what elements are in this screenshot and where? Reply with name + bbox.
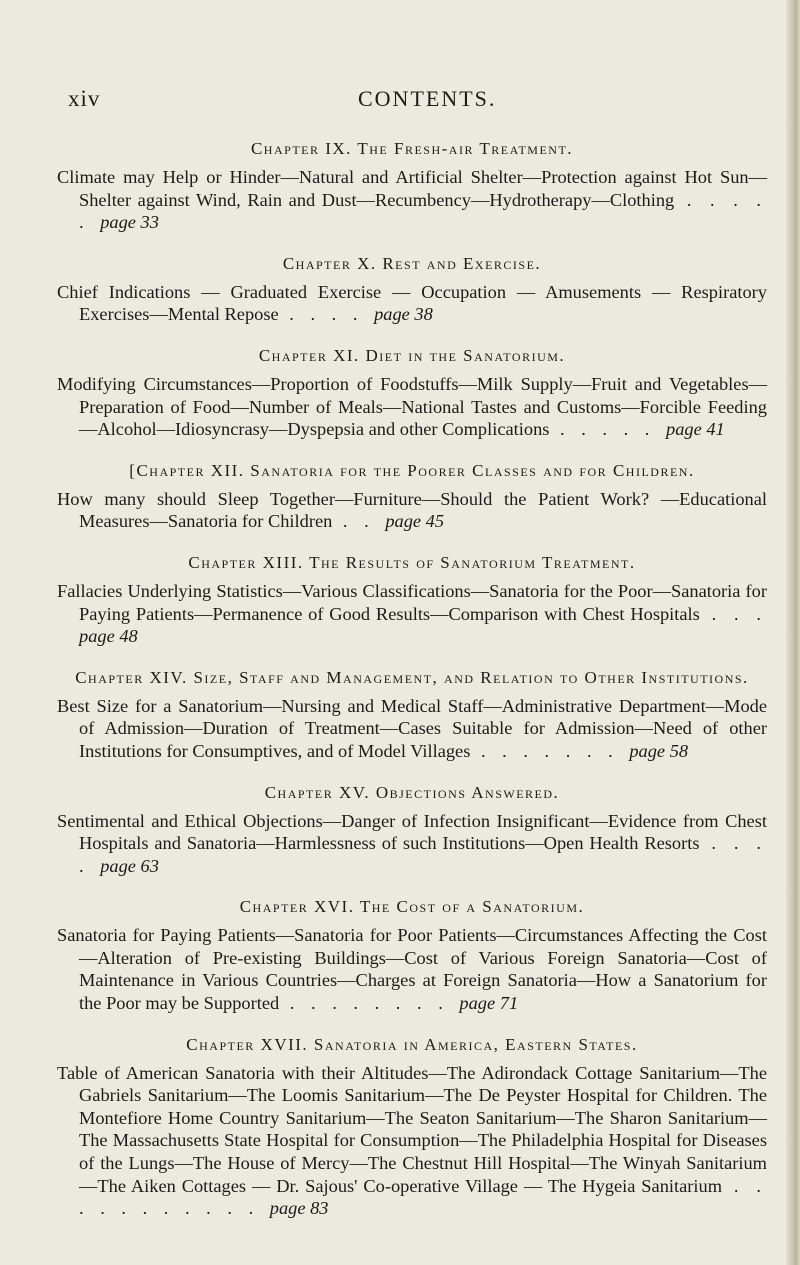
summary-text: Fallacies Underlying Statistics—Various Classifications—Sanatoria for the Poor—Sanatoria for Paying Patients—Permanence of Good Results—Comparison with Chest Hospitals bbox=[57, 580, 767, 624]
summary-text: Climate may Help or Hinder—Natural and Artificial Shelter—Protection against Hot Sun—Shelter against Wind, Rain and Dust—Recumbency—Hydrotherapy—Clothing bbox=[57, 167, 767, 210]
summary-text: Modifying Circumstances—Proportion of Foodstuffs—Milk Supply—Fruit and Vegetables—Preparation of Food—Number of Meals—National Tastes and Customs—Forcible Feeding—Alcohol—Idiosyncrasy—Dyspepsia and other Complications bbox=[57, 373, 767, 440]
chapter-summary bbox=[57, 1062, 767, 1220]
dot-leader: . . bbox=[332, 511, 386, 532]
page-folio: xiv bbox=[68, 86, 101, 111]
page-edge-shadow bbox=[786, 0, 800, 1265]
dot-leader: . . . . bbox=[79, 833, 767, 876]
summary-text: How many should Sleep Together—Furniture—Should the Patient Work? —Educational Measures—Sanatoria for Children bbox=[57, 488, 767, 532]
chapter-summary bbox=[57, 281, 767, 326]
chapter-summary bbox=[57, 373, 767, 441]
page-reference: page 41 bbox=[666, 419, 725, 440]
chapter-summary bbox=[57, 695, 767, 763]
chapter-entry bbox=[57, 782, 767, 878]
chapter-entry bbox=[57, 667, 767, 763]
chapter-entry bbox=[57, 460, 767, 533]
summary-text: Chief Indications — Graduated Exercise — Occupation — Amusements — Respiratory Exercises—Mental Repose bbox=[57, 281, 767, 325]
chapter-heading: [Chapter XII. Sanatoria for the Poorer Classes and for Children. bbox=[129, 460, 695, 480]
chapter-summary bbox=[57, 810, 767, 878]
dot-leader: . . . . . bbox=[79, 189, 768, 233]
page-reference: page 33 bbox=[100, 212, 159, 233]
chapter-heading: Chapter IX. The Fresh-air Treatment. bbox=[250, 139, 574, 158]
chapter-entry bbox=[57, 896, 767, 1014]
chapter-summary bbox=[57, 166, 767, 234]
chapter-heading: Chapter XVI. The Cost of a Sanatorium. bbox=[239, 897, 585, 917]
page-reference: page 45 bbox=[385, 511, 445, 532]
contents-list bbox=[57, 138, 767, 1239]
chapter-heading: Chapter XIII. The Results of Sanatorium Treatment. bbox=[188, 552, 636, 572]
chapter-entry bbox=[57, 1034, 767, 1220]
page-reference: page 83 bbox=[269, 1198, 329, 1219]
chapter-entry bbox=[57, 345, 767, 441]
page-reference: page 58 bbox=[629, 740, 689, 761]
summary-text: Sentimental and Ethical Objections—Danger of Infection Insignificant—Evidence from Chest Hospitals and Sanatoria—Harmlessness of such Institutions—Open Health Resorts bbox=[57, 810, 767, 854]
chapter-heading: Chapter XV. Objections Answered. bbox=[264, 782, 560, 802]
chapter-summary bbox=[57, 488, 767, 533]
page-reference: page 71 bbox=[459, 993, 519, 1014]
summary-text: Table of American Sanatoria with their Altitudes—The Adirondack Cottage Sanitarium—The Gabriels Sanitarium—The Loomis Sanitarium—The De Peyster Hospital for Children. The Montefiore Home Country Sanitarium—The Seaton Sanitarium—The Sharon Sanitarium—The Massachusetts State Hospital for Consumption—The Philadelphia Hospital for Diseases of the Lungs—The House of Mercy—The Chestnut Hill Hospital—The Winyah Sanitarium—The Aiken Cottages — Dr. Sajous' Co-operative Village — The Hygeia Sanitarium bbox=[57, 1062, 767, 1196]
chapter-heading: Chapter XVII. Sanatoria in America, Eastern States. bbox=[186, 1034, 638, 1054]
chapter-heading: Chapter XI. Diet in the Sanatorium. bbox=[258, 345, 566, 365]
dot-leader: . . . . . . . . bbox=[279, 993, 460, 1014]
running-head bbox=[0, 86, 800, 116]
summary-text: Sanatoria for Paying Patients—Sanatoria for Poor Patients—Circumstances Affecting the Cost—Alteration of Pre-existing Buildings—Cost of Various Foreign Sanatoria—Cost of Maintenance in Various Countries—Charges at Foreign Sanatoria—How a Sanatorium for the Poor may be Supported bbox=[57, 925, 767, 1014]
chapter-entry bbox=[57, 253, 767, 326]
dot-leader: . . . . . . . bbox=[470, 740, 630, 761]
chapter-entry bbox=[57, 552, 767, 648]
page-reference: page 63 bbox=[100, 855, 159, 876]
dot-leader: . . . bbox=[699, 603, 767, 624]
chapter-entry bbox=[57, 138, 767, 234]
dot-leader: . . . . . . . . . . . bbox=[79, 1175, 767, 1219]
chapter-heading: Chapter XIV. Size, Staff and Management, and Relation to Other Institutions. bbox=[75, 667, 749, 687]
summary-text: Best Size for a Sanatorium—Nursing and Medical Staff—Administrative Department—Mode of Admission—Duration of Treatment—Cases Suitable for Admission—Need of other Institutions for Consumptives, and of Model Villages bbox=[57, 695, 767, 761]
dot-leader: . . . . bbox=[278, 304, 375, 325]
running-title: CONTENTS. bbox=[358, 86, 497, 111]
chapter-summary bbox=[57, 580, 767, 648]
page-reference: page 48 bbox=[79, 626, 138, 647]
page-reference: page 38 bbox=[374, 304, 433, 325]
chapter-summary bbox=[57, 924, 767, 1014]
dot-leader: . . . . . bbox=[549, 419, 666, 440]
chapter-heading: Chapter X. Rest and Exercise. bbox=[282, 253, 542, 273]
